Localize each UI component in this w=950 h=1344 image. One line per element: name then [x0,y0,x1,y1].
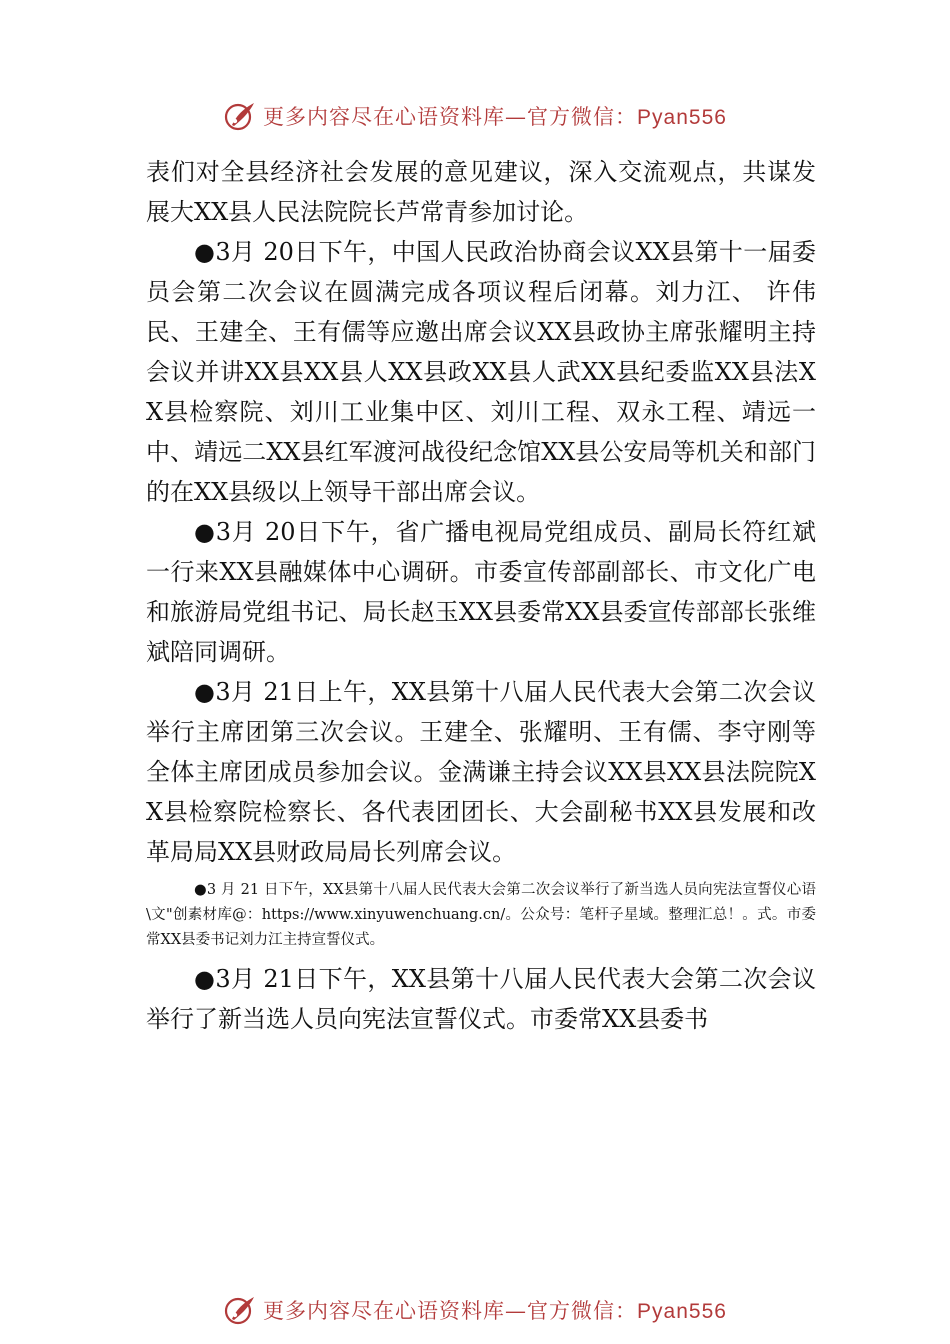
quill-pen-logo-icon [223,1293,257,1327]
paragraph-4: ●3月 21日上午，XX县第十八届人民代表大会第二次会议举行主席团第三次会议。王建全、张耀明、王有儒、李守刚等全体主席团成员参加会议。金满谦主持会议XX县XX县法院院XX县检察院检察长、各代表团团长、大会副秘书XX县发展和改革局局XX县财政局局长列席会议。 [146,678,816,866]
paragraph-3: ●3月 20日下午，省广播电视局党组成员、副局长符红斌一行来XX县融媒体中心调研。市委宣传部副部长、市文化广电和旅游局党组书记、局长赵玉XX县委常XX县委宣传部部长张维斌陪同调研。 [146,518,816,666]
header-wechat-id: Pyan556 [637,106,727,129]
paragraph-6: ●3月 21日下午，XX县第十八届人民代表大会第二次会议举行了新当选人员向宪法宣誓仪式。市委常XX县委书 [146,965,816,1033]
paragraph-5-small-note: ●3 月 21 日下午，XX县第十八届人民代表大会第二次会议举行了新当选人员向宪法宣誓仪心语\文"创素材库@：https://www.xinyuwenchuang.cn/。公众号：笔杆子星域。整理汇总！。式。市委常XX县委书记刘力江主持宣誓仪式。 [146,882,816,948]
footer-banner [0,1290,950,1330]
header-banner [0,96,950,136]
quill-pen-logo-icon [223,99,257,133]
footer-banner-text: 更多内容尽在心语资料库—官方微信：Pyan556 [263,1299,727,1323]
document-body [146,152,816,1039]
paragraph-2: ●3月 20日下午，中国人民政治协商会议XX县第十一届委员会第二次会议在圆满完成各项议程后闭幕。刘力江、 许伟民、王建全、王有儒等应邀出席会议XX县政协主席张耀明主持会议并讲XX县XX县人XX县政XX县人武XX县纪委监XX县法XX县检察院、刘川工业集中区、刘川工程、双永工程、靖远一中、靖远二XX县红军渡河战役纪念馆XX县公安局等机关和部门的在XX县级以上领导干部出席会议。 [146,238,816,506]
paragraph-1: 表们对全县经济社会发展的意见建议，深入交流观点，共谋发展大XX县人民法院院长芦常青参加讨论。 [146,158,816,226]
footer-wechat-id: Pyan556 [637,1300,727,1323]
header-banner-text: 更多内容尽在心语资料库—官方微信：Pyan556 [263,105,727,129]
